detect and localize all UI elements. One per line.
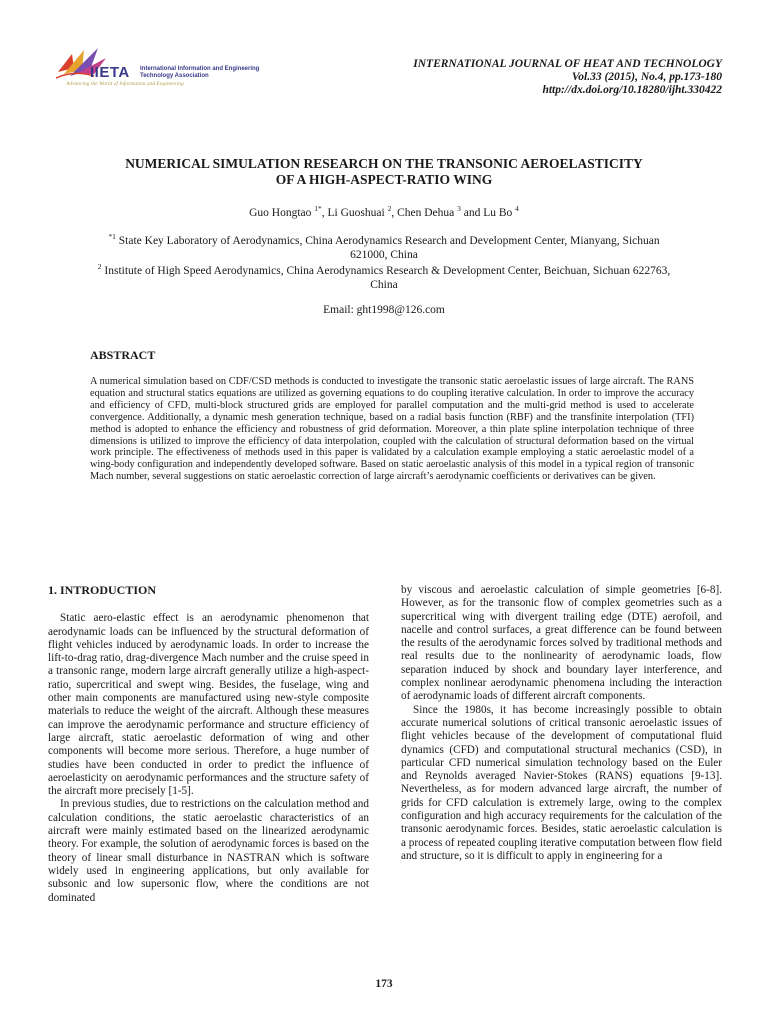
body-column-left xyxy=(48,584,369,905)
affiliation-text: State Key Laboratory of Aerodynamics, China Aerodynamics Research and Development Center, Mianyang, Sichuan 621000, China xyxy=(115,235,660,261)
logo-acronym: IIETA xyxy=(90,64,130,81)
affiliation-marker: *1 xyxy=(108,232,116,242)
author-affiliation-marker: 1* xyxy=(314,204,322,214)
affiliation-marker: 2 xyxy=(97,262,102,272)
section-heading-introduction: 1. INTRODUCTION xyxy=(48,583,157,597)
journal-name: INTERNATIONAL JOURNAL OF HEAT AND TECHNOLOGY xyxy=(413,58,722,70)
logo-organization-name: International Information and Engineering Technology Association xyxy=(140,66,260,79)
affiliation xyxy=(92,264,676,292)
abstract-text: A numerical simulation based on CDF/CSD methods is conducted to investigate the transonic static aeroelastic issues of large aircraft. The RANS equation and structural statics equations are utilized as governing equations to do coupling iterative calculation. In order to improve the accuracy and efficiency of CFD, multi-block structured grids are employed for parallel computation and the multi-grid method is used to accelerate convergence. Additionally, a dynamic mesh generation technique, based on a radial basis function (RBF) and the transfinite interpolation (TFI) method is adopted to enhance the efficiency and robustness of grid deformation. Moreover, a thin plate spline interpolation technique of three dimensions is utilized to improve the efficiency of data interpolation, coupled with the calculation of structural deformation based on the virtual work principle. The effectiveness of methods used in this paper is validated by a calculation example employing a static aeroelastic model of a wing-body configuration and independently developed software. Based on static aeroelastic analysis of this model in a typical region of transonic Mach number, several suggestions on static aeroelastic correction of large aircraft’s aerodynamic coefficients or derivatives can be given. xyxy=(90,376,694,483)
author-affiliation-marker: 3 xyxy=(457,204,461,214)
contact-email[interactable]: Email: ght1998@126.com xyxy=(323,304,445,316)
logo-tagline: Advancing the World of Information and Engineering xyxy=(66,81,184,87)
affiliation-text: Institute of High Speed Aerodynamics, China Aerodynamics Research & Development Center, Beichuan, Sichuan 622763, China xyxy=(101,265,671,291)
page-number: 173 xyxy=(375,978,393,990)
author-separator: , xyxy=(391,207,398,219)
author-affiliation-marker: 2 xyxy=(387,204,392,214)
author-name: Chen Dehua xyxy=(397,207,458,219)
abstract-heading: ABSTRACT xyxy=(90,348,156,362)
body-paragraph: In previous studies, due to restrictions on the calculation method and calculation conditions, the static aeroelastic characteristics of an aircraft were mainly estimated based on the linearized aerodynamic theory. For example, the solution of aerodynamic forces is based on the theory of linear small disturbance in NASTRAN which is software widely used in engineering applications, but only available for subsonic and low supersonic flow, where the conditions are not dominated xyxy=(48,798,369,904)
journal-volume: Vol.33 (2015), No.4, pp.173-180 xyxy=(571,71,722,83)
body-paragraph: Static aero-elastic effect is an aerodynamic phenomenon that aerodynamic loads can be influenced by the structural deformation of flight vehicles induced by aerodynamic loads. In order to increase the lift-to-drag ratio, drag-divergence Mach number and the cruise speed in a transonic range, modern large aircraft generally utilize a high-aspect-ratio, supercritical and swept wing. Besides, the fuselage, wing and other main components are manufactured using new-style composite materials to reduce the weight of the aircraft. Although these measures can improve the aerodynamic performance and structure efficiency of large aircraft, static aeroelastic deformation of wing and other components will become more serious. Therefore, a huge number of studies have been conducted in order to predict the influence of aeroelasticity on aerodynamic performances and the structure safety of the aircraft more precisely [1-5]. xyxy=(48,612,369,798)
title-line: NUMERICAL SIMULATION RESEARCH ON THE TRANSONIC AEROELASTICITY xyxy=(125,156,643,171)
journal-doi-link[interactable]: http://dx.doi.org/10.18280/ijht.330422 xyxy=(542,84,722,96)
body-paragraph: Since the 1980s, it has become increasingly possible to obtain accurate numerical solutions of critical transonic aeroelastic issues of flight vehicles because of the development of computational fluid dynamics (CFD) and computational structural mechanics (CSD), in particular CFD numerical simulation technology based on the Euler and Reynolds averaged Navier-Stokes (RANS) equations [9-13]. Nevertheless, as for modern advanced large aircraft, the number of grids for CFD calculation is extremely large, owing to the complex configuration and high accuracy requirements for the calculation of the transonic aerodynamic forces. Besides, static aeroelastic calculation is a process of repeated coupling iterative computation between flow field and structure, so it is difficult to apply in engineering for a xyxy=(401,703,722,862)
author-separator: , xyxy=(321,207,328,219)
author-separator: and xyxy=(460,207,484,219)
author-name: Guo Hongtao xyxy=(249,207,315,219)
title-line: OF A HIGH-ASPECT-RATIO WING xyxy=(275,172,493,187)
publisher-logo xyxy=(54,44,274,94)
affiliation xyxy=(92,234,676,262)
author-name: Lu Bo xyxy=(483,207,516,219)
author-list xyxy=(60,204,708,219)
author-name: Li Guoshuai xyxy=(327,207,388,219)
author-affiliation-marker: 4 xyxy=(515,204,519,214)
body-paragraph: by viscous and aeroelastic calculation of simple geometries [6-8]. However, as for the transonic flow of complex geometries such as a supercritical wing with divergent trailing edge (DTE) aerofoil, and nacelle and control surfaces, a great difference can be found between the results of the aerodynamic forces solved by traditional methods and real results due to the nonlinearity of aerodynamic loads, flow separation induced by shock and boundary layer interference, and complex nonlinear aerodynamic phenomena including the interaction of aerodynamic loads of different aircraft components. xyxy=(401,584,722,703)
body-column-right xyxy=(401,584,722,863)
paper-title xyxy=(60,156,708,188)
affiliations xyxy=(92,234,676,294)
journal-header xyxy=(413,58,722,97)
